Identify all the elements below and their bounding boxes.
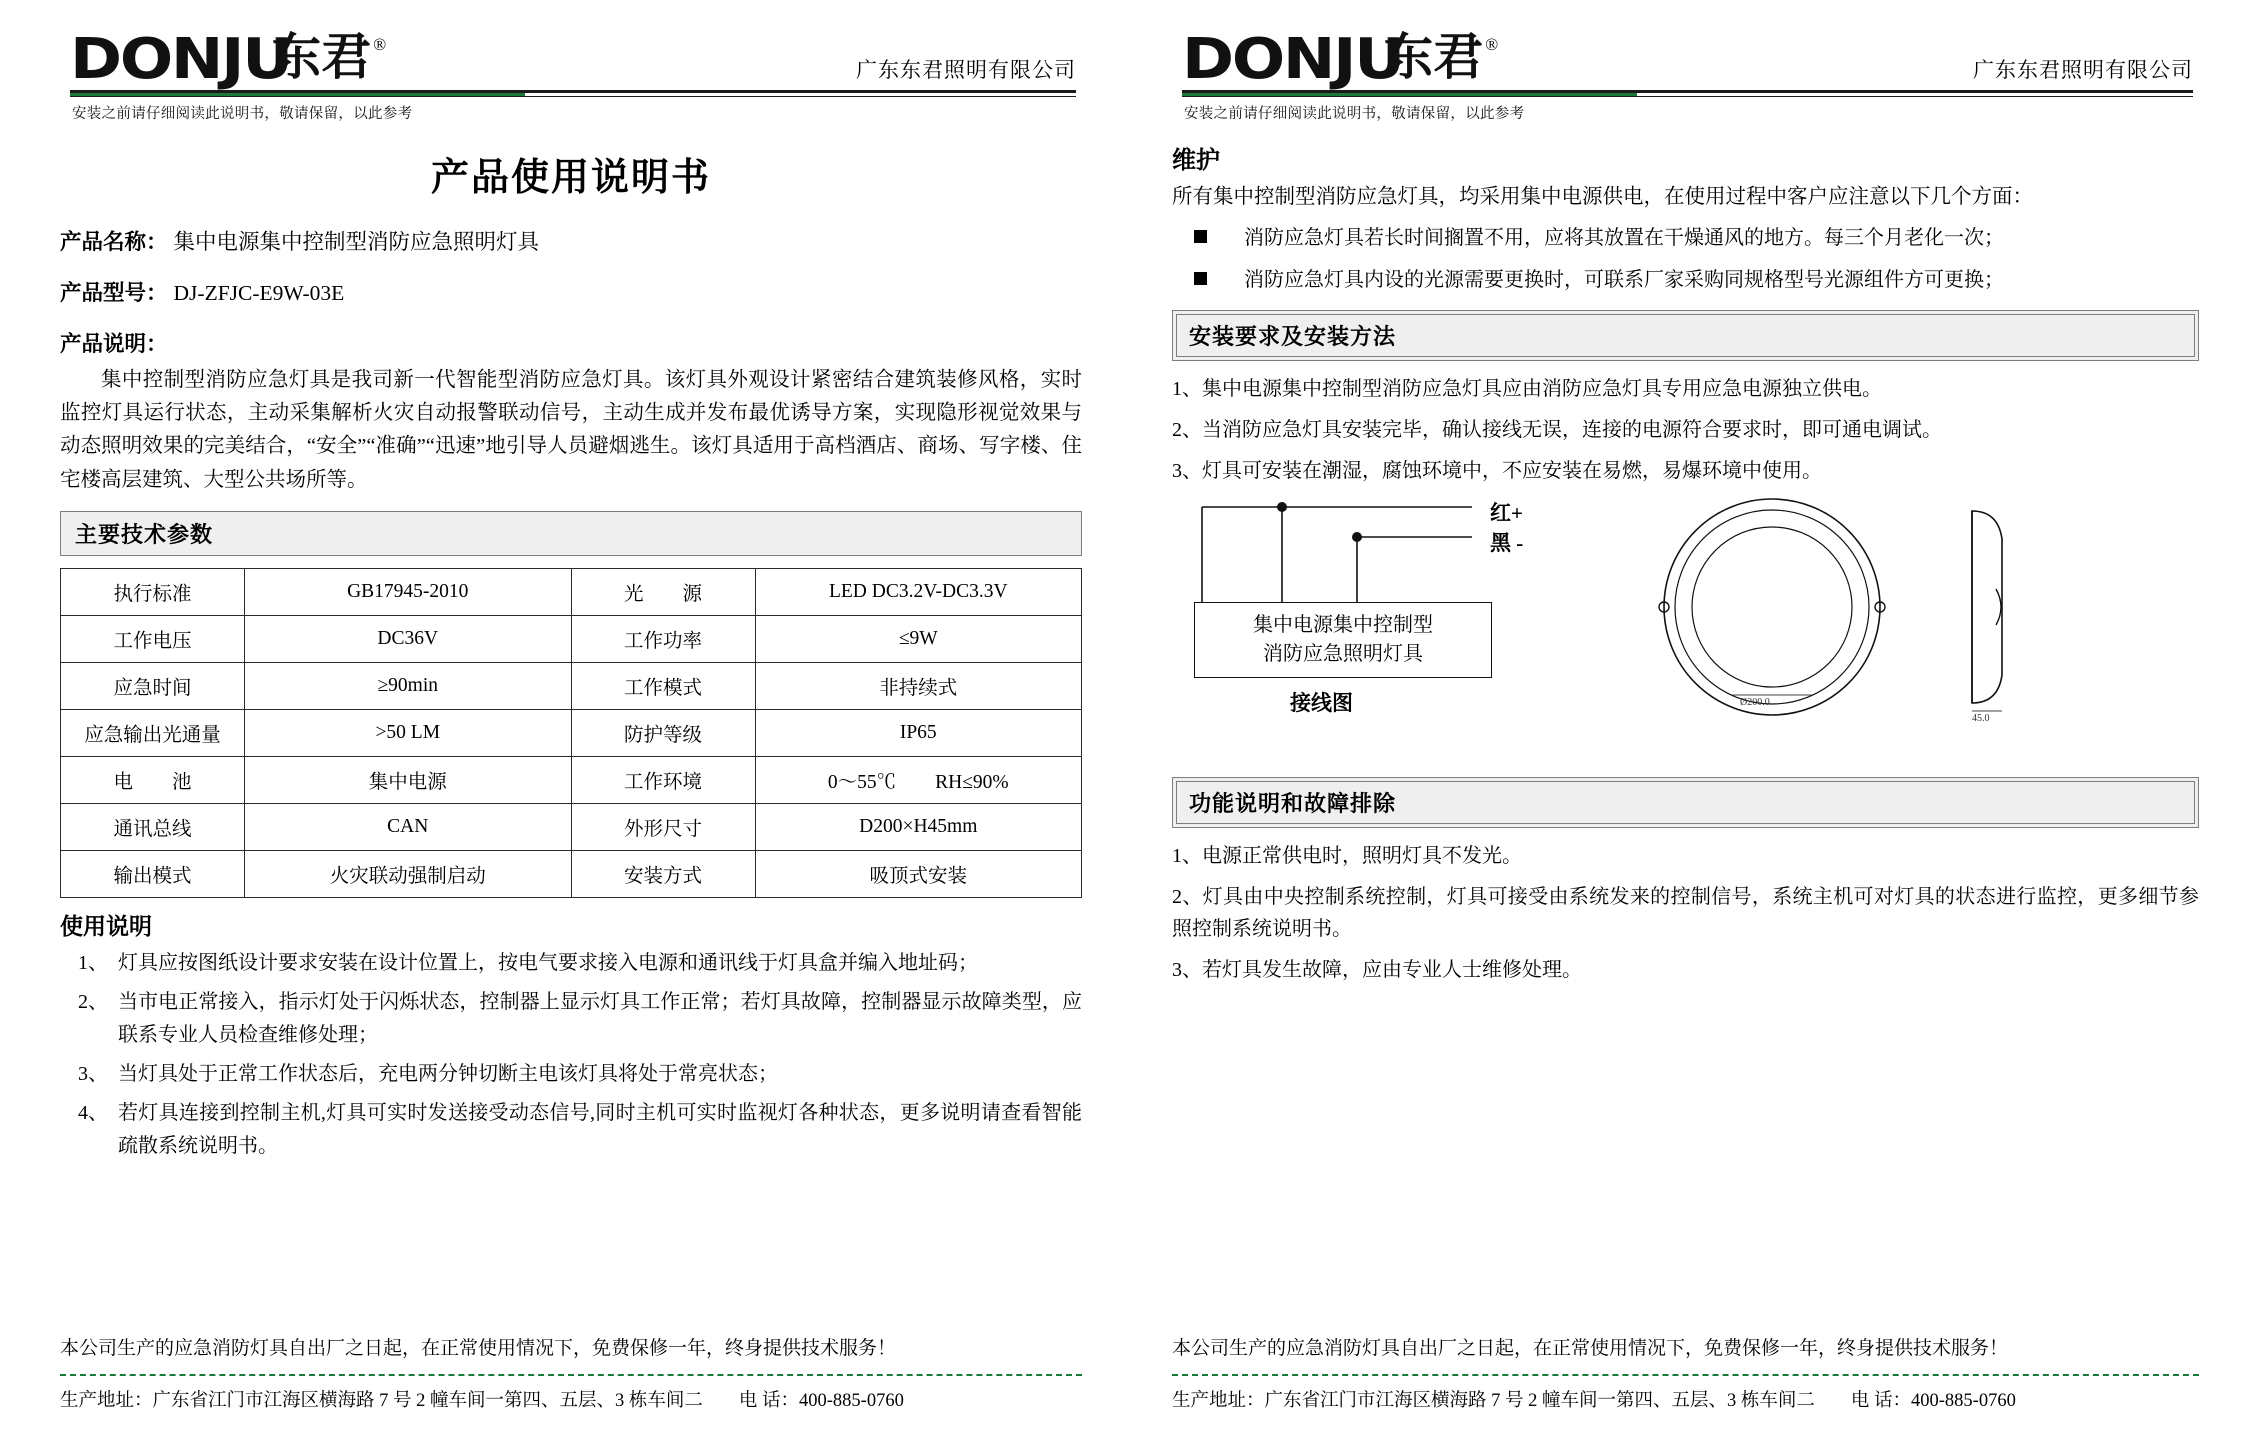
header-rule-thick: [1182, 90, 2193, 93]
spec-label: 输出模式: [61, 850, 245, 897]
spec-label: 工作功率: [571, 615, 755, 662]
footer-divider: [60, 1374, 1082, 1376]
right-header: [1172, 28, 2199, 124]
header-rule-thin: [70, 96, 1076, 97]
left-header: [60, 28, 1082, 124]
contact-phone: 电 话：400-885-0760: [738, 1391, 904, 1411]
wiring-diagram-caption: 接线图: [1290, 690, 1353, 715]
table-row: [61, 615, 1082, 662]
dimension-diameter: Ø200.0: [1740, 696, 1770, 708]
spec-value: DC36V: [245, 615, 572, 662]
footer-divider: [1172, 1374, 2199, 1376]
install-list: [1172, 373, 2199, 487]
maintenance-intro: 所有集中控制型消防应急灯具，均采用集中电源供电，在使用过程中客户应注意以下几个方面：: [1172, 186, 2033, 208]
spec-label: 应急时间: [61, 662, 245, 709]
wiring-box-line2: 消防应急照明灯具: [1263, 642, 1423, 665]
table-row: [61, 803, 1082, 850]
list-item-number: 3、: [78, 1062, 108, 1085]
brand-note: 安装之前请仔细阅读此说明书，敬请保留，以此参考: [72, 106, 413, 122]
brand-mark-cn: 东君: [271, 28, 372, 86]
spec-value: CAN: [245, 803, 572, 850]
spec-label: 应急输出光通量: [61, 709, 245, 756]
list-item: 1、电源正常供电时，照明灯具不发光。: [1172, 844, 1522, 867]
list-item: 2、灯具由中央控制系统控制，灯具可接受由系统发来的控制信号，系统主机可对灯具的状态进行监控，更多细节参照控制系统说明书。: [1172, 885, 2199, 940]
product-model-label: 产品型号：: [60, 281, 168, 305]
product-name-value: 集中电源集中控制型消防应急照明灯具: [173, 230, 540, 254]
list-item: [60, 1097, 1082, 1162]
wiring-box-label: [1194, 602, 1492, 678]
spec-value: 集中电源: [245, 756, 572, 803]
list-item: 2、当消防应急灯具安装完毕，确认接线无误，连接的电源符合要求时，即可通电调试。: [1172, 418, 1942, 441]
maintenance-list: [1172, 222, 2199, 296]
spec-label: 通讯总线: [61, 803, 245, 850]
table-row: [61, 662, 1082, 709]
spec-label: 执行标准: [61, 568, 245, 615]
spec-label: 安装方式: [571, 850, 755, 897]
spec-section-bar: 主要技术参数: [60, 511, 1082, 556]
fault-section-bar: 功能说明和故障排除: [1176, 781, 2195, 824]
fault-list: [1172, 840, 2199, 986]
spec-label: 工作环境: [571, 756, 755, 803]
brand-logo: [1182, 27, 1499, 92]
maintenance-title: 维护: [1172, 148, 1220, 174]
spec-value: >50 LM: [245, 709, 572, 756]
product-desc-paragraph: 集中控制型消防应急灯具是我司新一代智能型消防应急灯具。该灯具外观设计紧密结合建筑装修风格，实时监控灯具运行状态，主动采集解析火灾自动报警联动信号，主动生成并发布最优诱导方案，实现隐形视觉效果与动态照明效果的完美结合，“安全”“准确”“迅速”地引导人员避烟逃生。该灯具适用于高档酒店、商场、写字楼、住宅楼高层建筑、大型公共场所等。: [60, 369, 1082, 491]
list-item: 1、集中电源集中控制型消防应急灯具应由消防应急灯具专用应急电源独立供电。: [1172, 377, 1882, 400]
spec-value: 火灾联动强制启动: [245, 850, 572, 897]
brand-mark-latin: DONJU: [70, 27, 291, 92]
left-page-column: [0, 0, 1122, 1446]
list-item-number: 2、: [78, 991, 108, 1014]
list-item: [60, 1058, 1082, 1090]
contact-phone: 电 话：400-885-0760: [1850, 1391, 2016, 1411]
spec-label: 工作模式: [571, 662, 755, 709]
spec-value: GB17945-2010: [245, 568, 572, 615]
list-item: [1172, 264, 2199, 296]
list-item-text: 灯具应按图纸设计要求安装在设计位置上，按电气要求接入电源和通讯线于灯具盒并编入地址码；: [118, 951, 978, 974]
product-name-row: [60, 225, 1082, 256]
wire-label-red: 红+: [1490, 500, 1523, 525]
dimension-height: 45.0: [1972, 712, 1990, 724]
spec-value: ≤9W: [755, 615, 1082, 662]
registered-trademark-icon: ®: [373, 35, 387, 54]
product-name-label: 产品名称：: [60, 230, 168, 254]
wiring-and-product-diagram: [1172, 497, 2199, 777]
header-company-name: 广东东君照明有限公司: [1973, 58, 2193, 82]
spec-label: 光 源: [571, 568, 755, 615]
brand-note: 安装之前请仔细阅读此说明书，敬请保留，以此参考: [1184, 106, 1525, 122]
product-desc-label: 产品说明：: [60, 332, 168, 356]
right-page-column: [1122, 0, 2244, 1446]
list-item: 3、若灯具发生故障，应由专业人士维修处理。: [1172, 958, 1582, 981]
factory-address: 生产地址：广东省江门市江海区横海路 7 号 2 幢车间一第四、五层、3 栋车间二: [1172, 1391, 1815, 1411]
spec-value: LED DC3.2V-DC3.3V: [755, 568, 1082, 615]
fault-section-bar-wrap: [1172, 777, 2199, 828]
install-section-bar: 安装要求及安装方法: [1176, 314, 2195, 357]
spec-value: ≥90min: [245, 662, 572, 709]
wiring-box-line1: 集中电源集中控制型: [1253, 613, 1433, 636]
spec-value: 非持续式: [755, 662, 1082, 709]
usage-section-title: 使用说明: [60, 913, 152, 939]
product-model-value: DJ-ZFJC-E9W-03E: [173, 281, 345, 305]
brand-mark-cn: 东君: [1383, 28, 1484, 86]
usage-list: [60, 947, 1082, 1162]
right-footer: [1172, 1323, 2199, 1412]
warranty-note: 本公司生产的应急消防灯具自出厂之日起，在正常使用情况下，免费保修一年，终身提供技术服务！: [60, 1338, 897, 1359]
factory-address: 生产地址：广东省江门市江海区横海路 7 号 2 幢车间一第四、五层、3 栋车间二: [60, 1391, 703, 1411]
footer-address-row: [1172, 1386, 2199, 1412]
list-item: [1172, 222, 2199, 254]
left-footer: [60, 1323, 1082, 1412]
spec-label: 防护等级: [571, 709, 755, 756]
bullet-square-icon: [1194, 230, 1207, 243]
bullet-square-icon: [1194, 272, 1207, 285]
page-title: 产品使用说明书: [430, 157, 711, 199]
spec-label: 工作电压: [61, 615, 245, 662]
table-row: [61, 756, 1082, 803]
spec-value: IP65: [755, 709, 1082, 756]
table-row: [61, 709, 1082, 756]
list-item: 3、灯具可安装在潮湿，腐蚀环境中，不应安装在易燃，易爆环境中使用。: [1172, 459, 1822, 482]
install-section-bar-wrap: [1172, 310, 2199, 361]
registered-trademark-icon: ®: [1485, 35, 1499, 54]
spec-label: 外形尺寸: [571, 803, 755, 850]
list-item-text: 当市电正常接入，指示灯处于闪烁状态，控制器上显示灯具工作正常；若灯具故障，控制器显示故障类型，应联系专业人员检查维修处理；: [118, 991, 1082, 1046]
list-item-number: 1、: [78, 951, 108, 974]
header-rule-thick: [70, 90, 1076, 93]
list-item-text: 若灯具连接到控制主机,灯具可实时发送接受动态信号,同时主机可实时监视灯各种状态，更多说明请查看智能疏散系统说明书。: [118, 1102, 1082, 1157]
list-item-number: 4、: [78, 1102, 108, 1125]
spec-value: 吸顶式安装: [755, 850, 1082, 897]
table-row: [61, 568, 1082, 615]
spec-label: 电 池: [61, 756, 245, 803]
brand-logo: [70, 27, 387, 92]
spec-value: D200×H45mm: [755, 803, 1082, 850]
table-row: [61, 850, 1082, 897]
header-rule-thin: [1182, 96, 2193, 97]
list-item: [60, 947, 1082, 979]
wire-label-black: 黑 -: [1490, 530, 1524, 555]
spec-value: 0～55℃ RH≤90%: [755, 756, 1082, 803]
brand-mark-latin: DONJU: [1182, 27, 1403, 92]
list-item-text: 当灯具处于正常工作状态后，充电两分钟切断主电该灯具将处于常亮状态；: [118, 1062, 778, 1085]
spec-table: [60, 568, 1082, 898]
list-item-text: 消防应急灯具若长时间搁置不用，应将其放置在干燥通风的地方。每三个月老化一次；: [1244, 226, 2004, 249]
warranty-note: 本公司生产的应急消防灯具自出厂之日起，在正常使用情况下，免费保修一年，终身提供技术服务！: [1172, 1338, 2009, 1359]
list-item: [60, 986, 1082, 1051]
footer-address-row: [60, 1386, 1082, 1412]
list-item-text: 消防应急灯具内设的光源需要更换时，可联系厂家采购同规格型号光源组件方可更换；: [1244, 268, 2004, 291]
header-company-name: 广东东君照明有限公司: [856, 58, 1076, 82]
product-model-row: [60, 276, 1082, 307]
